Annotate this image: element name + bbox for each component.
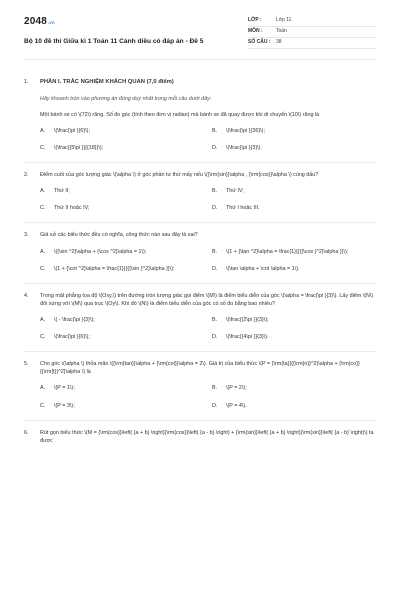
answer-text: Thứ II; xyxy=(54,188,70,195)
answer-options xyxy=(40,187,376,212)
answer-letter: C. xyxy=(40,334,46,341)
answer-option-a[interactable] xyxy=(40,384,204,392)
question-text: Điểm cuối của góc lượng giác \(\alpha \) ở góc phần tư thứ mấy nếu \({\rm{sin}}\alpha , {\rm{cos}}\alpha \) cùng dấu? xyxy=(40,172,319,179)
question-header xyxy=(24,360,376,376)
answer-option-b[interactable] xyxy=(212,248,376,256)
answer-option-b[interactable] xyxy=(212,187,376,195)
answer-text: Thứ II hoặc IV; xyxy=(54,205,90,212)
question-number: 5. xyxy=(24,361,29,368)
brand-logo[interactable] xyxy=(24,14,203,29)
question-number: 3. xyxy=(24,232,29,239)
answer-text: \(\frac{\pi }{6}\); xyxy=(54,334,90,341)
answer-text: \( - \frac{\pi }{3}\); xyxy=(54,317,95,323)
brand-logo-suffix: .vn xyxy=(48,20,55,26)
document-title: Bộ 10 đề thi Giữa kì 1 Toán 11 Cánh diều có đáp án - Đề 5 xyxy=(24,38,204,45)
answer-option-a[interactable] xyxy=(40,127,204,135)
answer-letter: C. xyxy=(40,145,46,152)
answer-letter: C. xyxy=(40,205,46,212)
answer-option-c[interactable] xyxy=(40,144,204,152)
answer-option-c[interactable] xyxy=(40,265,204,273)
answer-text: Thứ I hoặc III. xyxy=(226,205,260,212)
answer-option-d[interactable] xyxy=(212,204,376,212)
question-divider xyxy=(24,420,376,421)
answer-options xyxy=(40,248,376,273)
answer-letter: D. xyxy=(212,265,218,272)
answer-option-c[interactable] xyxy=(40,402,204,410)
answer-letter: A. xyxy=(40,127,46,134)
question-header xyxy=(24,292,376,308)
answer-letter: A. xyxy=(40,317,46,323)
answer-letter: B. xyxy=(212,248,218,255)
question-text: Giả sử các biểu thức đều có nghĩa, công thức nào sau đây là sai? xyxy=(40,232,198,239)
answer-text: \({\sin ^2}\alpha + {\cos ^2}\alpha = 1\); xyxy=(54,248,147,255)
meta-row-class xyxy=(248,16,376,27)
answer-letter: B. xyxy=(212,188,218,195)
answer-text: \(P = 3\); xyxy=(54,402,75,409)
meta-row-subject xyxy=(248,27,376,38)
answer-option-c[interactable] xyxy=(40,333,204,341)
answer-option-b[interactable] xyxy=(212,316,376,324)
answer-letter: C. xyxy=(40,402,46,409)
meta-value: Toán xyxy=(276,28,287,35)
meta-value: Lớp 11 xyxy=(276,17,292,24)
answer-option-d[interactable] xyxy=(212,333,376,341)
question-divider xyxy=(24,162,376,163)
question-header xyxy=(24,171,376,179)
answer-letter: D. xyxy=(212,334,218,341)
answer-letter: B. xyxy=(212,385,218,392)
question-text: Một bánh xe có \(72\) răng. Số đo góc (tính theo đơn vị radian) mà bánh xe đã quay được khi di chuyển \(10\) răng là xyxy=(40,111,320,118)
answer-text: \(\frac{\pi }{3}\). xyxy=(226,145,262,152)
answer-option-d[interactable] xyxy=(212,265,376,273)
answer-letter: A. xyxy=(40,385,46,392)
answer-option-d[interactable] xyxy=(212,402,376,410)
question-5 xyxy=(24,360,376,420)
question-4 xyxy=(24,292,376,352)
question-text: Trong mặt phẳng tọa độ \(Oxy,\) trên đường tròn lượng giác gọi điểm \(M\) là điểm biểu diễn của góc \(\alpha = \frac{\pi }{3}\). Lấy điểm \(N\) đối xứng với \(M\) qua trục \(Oy\). Khi đó \(N\) là điểm biểu diễn của góc có số đo bằng bao nhiêu? xyxy=(40,292,374,307)
answer-letter: B. xyxy=(212,317,218,323)
question-header xyxy=(24,231,376,239)
question-divider xyxy=(24,222,376,223)
meta-value: 38 xyxy=(276,39,282,46)
answer-option-b[interactable] xyxy=(212,127,376,135)
answer-letter: D. xyxy=(212,205,218,212)
answer-letter: A. xyxy=(40,188,46,195)
answer-text: \(1 + {\cot ^2}\alpha = \frac{1}{{{{\sin }^2}\alpha }}\); xyxy=(54,265,175,272)
question-divider xyxy=(24,351,376,352)
answer-letter: D. xyxy=(212,145,218,152)
answer-option-b[interactable] xyxy=(212,384,376,392)
question-number: 4. xyxy=(24,292,29,299)
answer-letter: A. xyxy=(40,248,46,255)
question-3 xyxy=(24,231,376,283)
answer-text: Thứ IV; xyxy=(226,188,244,195)
answer-option-d[interactable] xyxy=(212,144,376,152)
answer-letter: D. xyxy=(212,402,218,409)
answer-text: \(P = 2\); xyxy=(226,385,247,392)
question-header xyxy=(24,78,376,87)
meta-label: MÔN : xyxy=(248,28,263,35)
answer-text: \(P = 4\). xyxy=(226,402,247,409)
header-left xyxy=(24,14,203,59)
answer-letter: C. xyxy=(40,265,46,272)
question-number: 2. xyxy=(24,172,29,179)
answer-option-a[interactable] xyxy=(40,187,204,195)
question-1 xyxy=(24,78,376,163)
answer-options xyxy=(40,384,376,409)
question-divider xyxy=(24,283,376,284)
meta-label: LỚP : xyxy=(248,17,262,24)
question-number: 1. xyxy=(24,79,29,85)
answer-text: \(\frac{{2\pi }}{3}\); xyxy=(226,317,269,323)
answer-text: \(\frac{{5\pi }}{{18}}\); xyxy=(54,145,104,152)
answer-letter: B. xyxy=(212,127,218,134)
question-2 xyxy=(24,171,376,223)
meta-row-question-count xyxy=(248,38,376,49)
answer-text: \(\frac{\pi }{6}\); xyxy=(54,127,90,134)
document-header xyxy=(24,14,376,60)
question-number: 6. xyxy=(24,429,29,436)
answer-option-a[interactable] xyxy=(40,248,204,256)
answer-options xyxy=(40,127,376,152)
question-text: Rút gọn biểu thức \(M = {\rm{cos}}\left( {a + b} \right){\rm{cos}}\left( {a - b} \right) + {\rm{sin}}\left( {a + b} \right){\rm{sin}}\left( {a - b} \right)\) ta được xyxy=(40,429,374,444)
answer-text: \(\tan \alpha + \cot \alpha = 1\). xyxy=(226,265,300,272)
answer-options xyxy=(40,316,376,341)
meta-table xyxy=(248,16,376,59)
question-6 xyxy=(24,429,376,445)
answer-text: \(\frac{\pi }{36}\); xyxy=(226,127,265,134)
brand-logo-main: 2048 xyxy=(24,16,48,27)
meta-label: SỐ CÂU : xyxy=(248,39,271,46)
answer-text: \(P = 1\); xyxy=(54,385,75,392)
answer-option-a[interactable] xyxy=(40,316,204,324)
answer-text: \(1 + {\tan ^2}\alpha = \frac{1}{{{{\cos }^2}\alpha }}\); xyxy=(226,248,349,255)
answer-option-c[interactable] xyxy=(40,204,204,212)
answer-text: \(\frac{{4\pi }}{3}\). xyxy=(226,334,269,341)
section-instruction: Hãy khoanh tròn vào phương án đúng duy nhất trong mỗi câu dưới đây: xyxy=(40,95,212,102)
question-text: Cho góc \(\alpha \) thỏa mãn \({\rm{tan}}\alpha + {\rm{cot}}\alpha = 2\). Giá trị của biểu thức \(P = {\rm{ta}}{{\rm{n}}^2}\alpha + {\rm{co}}{{\rm{t}}^2}\alpha \) là xyxy=(40,361,360,376)
question-header xyxy=(24,429,376,445)
section-title: PHẦN I. TRẮC NGHIỆM KHÁCH QUAN (7,0 điểm) xyxy=(40,79,174,85)
